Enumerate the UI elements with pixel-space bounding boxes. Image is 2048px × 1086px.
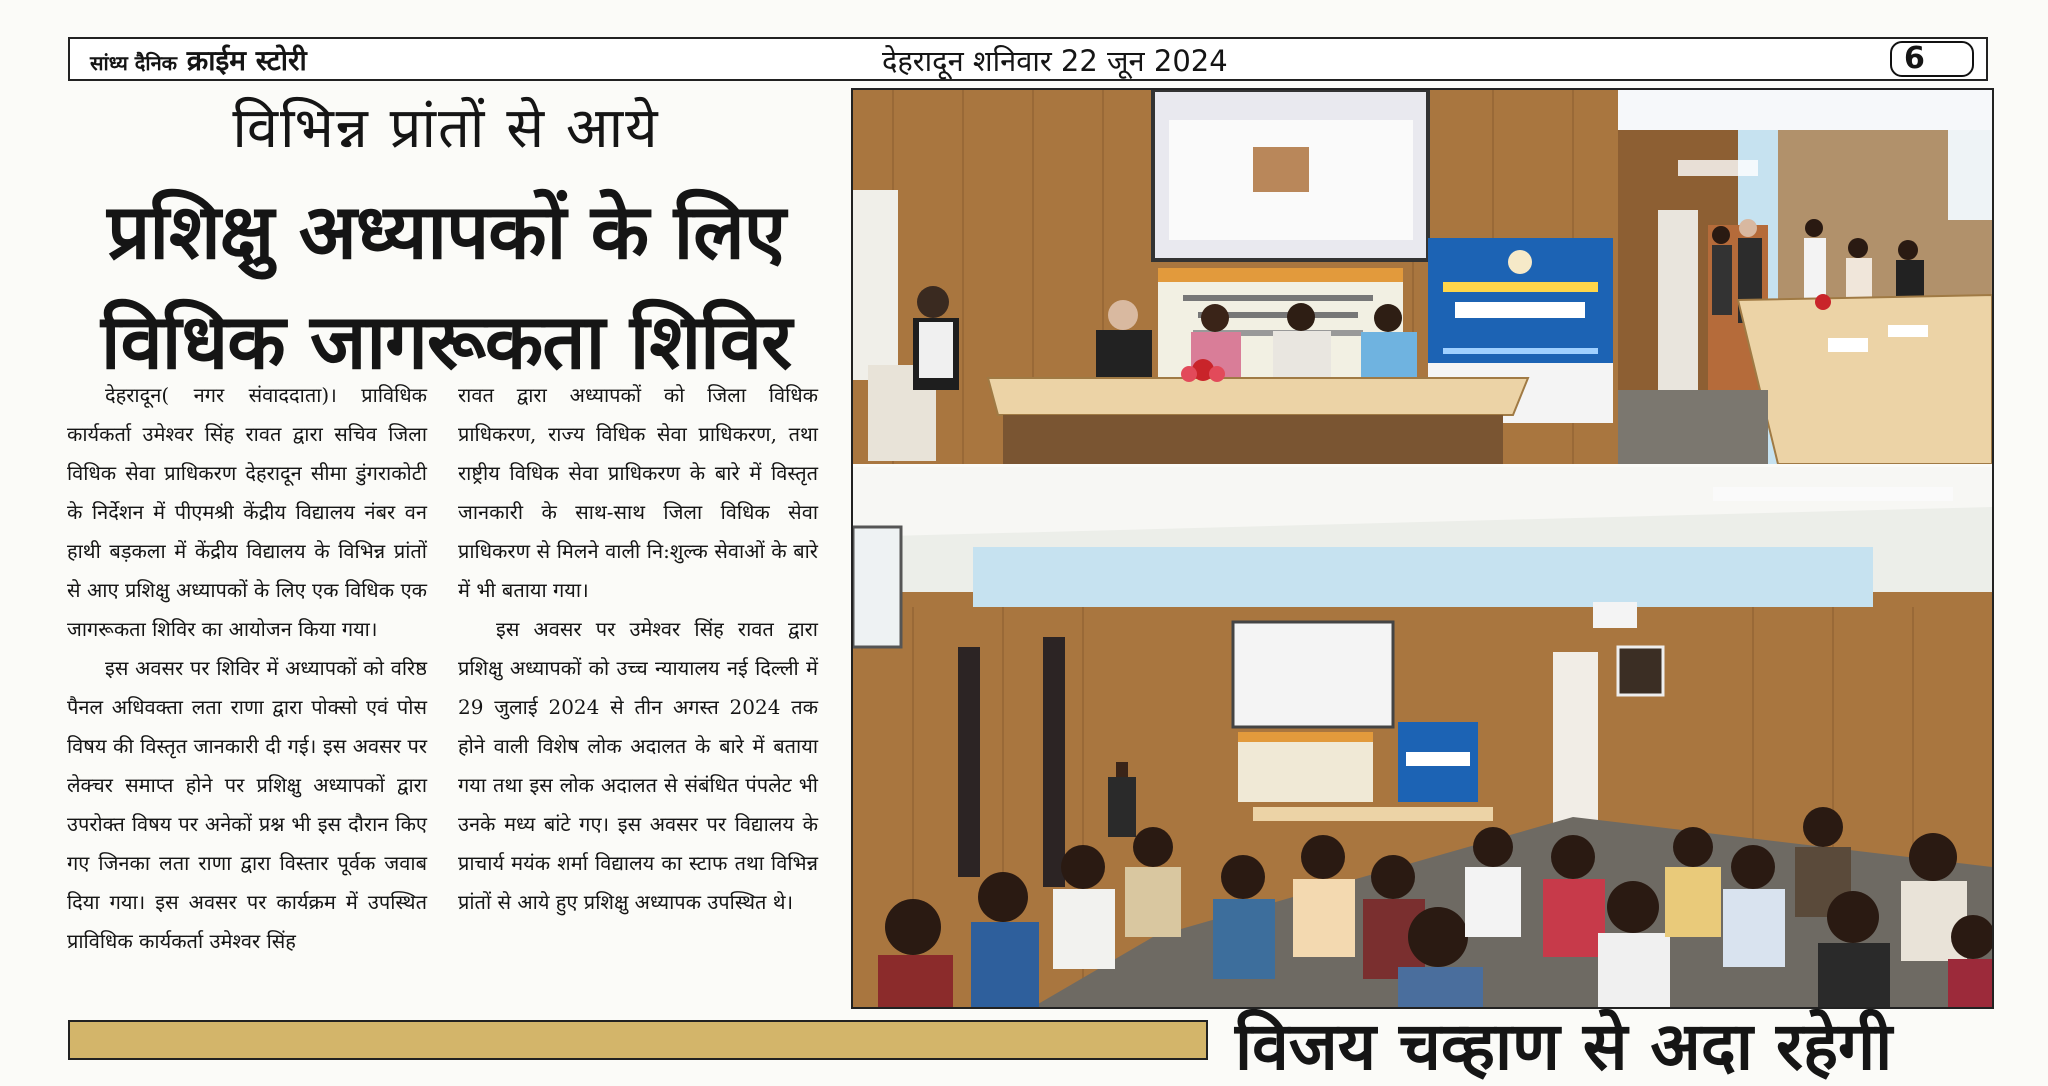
article-headline-line2: विधिक जागरूकता शिविर xyxy=(100,297,792,386)
paper-name xyxy=(90,41,307,79)
article-column-1 xyxy=(67,376,427,961)
paper-title: क्राईम स्टोरी xyxy=(186,44,307,77)
article-kicker: विभिन्न प्रांतों से आये xyxy=(232,96,660,161)
dateline: देहरादून शनिवार 22 जून 2024 xyxy=(882,44,1228,78)
photo-side-table xyxy=(1618,90,1992,464)
photo-dais-speaker xyxy=(853,90,1618,464)
article-paragraph: रावत द्वारा अध्यापकों को जिला विधिक प्राधिकरण, राज्य विधिक सेवा प्राधिकरण, तथा राष्ट्रीय विधिक सेवा प्राधिकरण के बारे में विस्तृत जानकारी के साथ-साथ जिला विधिक सेवा प्राधिकरण से मिलने वाली नि:शुल्क सेवाओं के बारे में भी बताया गया। xyxy=(458,383,818,602)
photo-audience xyxy=(853,467,1992,1007)
next-article-image-strip xyxy=(68,1020,1208,1060)
paper-prefix: सांध्य दैनिक xyxy=(90,51,178,75)
article-headline-line1: प्रशिक्षु अध्यापकों के लिए xyxy=(107,187,785,276)
next-article-headline: विजय चव्हाण से अदा रहेगी xyxy=(1235,1007,1893,1085)
article-paragraph: देहरादून( नगर संवाददाता)। प्राविधिक कार्यकर्ता उमेश्वर सिंह रावत द्वारा सचिव जिला विधिक सेवा प्राधिकरण देहरादून सीमा डुंगराकोटी के निर्देशन में पीएमश्री केंद्रीय विद्यालय नंबर वन हाथी बड़कला में केंद्रीय विद्यालय के विभिन्न प्रांतों से आए प्रशिक्षु अध्यापकों के लिए एक विधिक एक जागरूकता शिविर का आयोजन किया गया। xyxy=(67,383,427,641)
page-number: 6 xyxy=(1890,41,1974,77)
article-column-2 xyxy=(458,376,818,922)
article-paragraph: इस अवसर पर उमेश्वर सिंह रावत द्वारा प्रशिक्षु अध्यापकों को उच्च न्यायालय नई दिल्ली में 29 जुलाई 2024 से तीन अगस्त 2024 तक होने वाली विशेष लोक अदालत के बारे में बताया गया तथा इस लोक अदालत से संबंधित पंपलेट भी उनके मध्य बांटे गए। इस अवसर पर विद्यालय के प्राचार्य मयंक शर्मा विद्यालय का स्टाफ तथा विभिन्न प्रांतों से आये हुए प्रशिक्षु अध्यापक उपस्थित थे। xyxy=(458,617,818,914)
article-paragraph: इस अवसर पर शिविर में अध्यापकों को वरिष्ठ पैनल अधिवक्ता लता राणा द्वारा पोक्सो एवं पोस विषय की विस्तृत जानकारी दी गई। इस अवसर पर लेक्चर समाप्त होने पर प्रशिक्षु अध्यापकों द्वारा उपरोक्त विषय पर अनेकों प्रश्न भी इस दौरान किए गए जिनका लता राणा द्वारा विस्तार पूर्वक जवाब दिया गया। इस अवसर पर कार्यक्रम में उपस्थित प्राविधिक कार्यकर्ता उमेश्वर सिंह xyxy=(67,656,427,953)
masthead xyxy=(68,37,1988,81)
